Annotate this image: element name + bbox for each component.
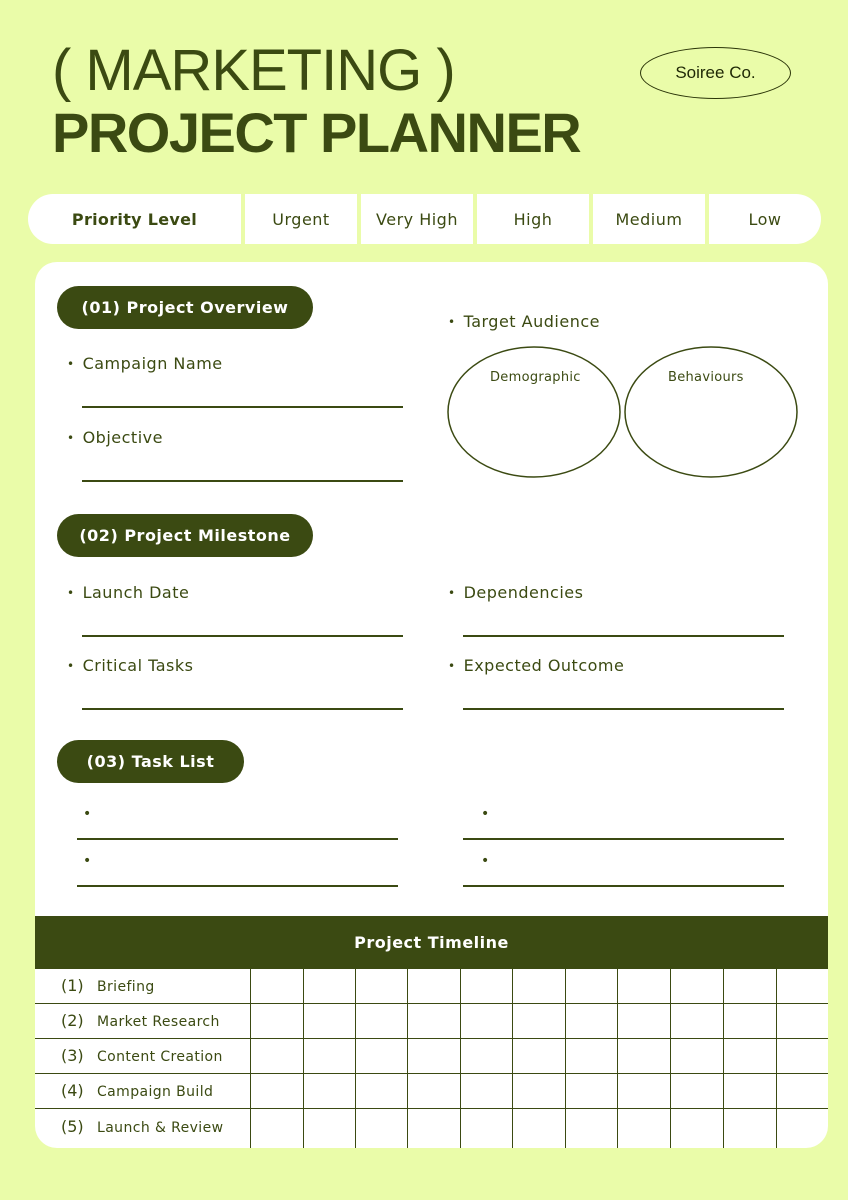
timeline-row-number: (1) [61,976,84,995]
priority-option-low[interactable]: Low [709,194,821,244]
grid-divider [723,969,724,1148]
grid-divider [303,969,304,1148]
section-milestone-heading: (02) Project Milestone [57,514,313,557]
grid-divider [776,969,777,1148]
campaign-name-label: • Campaign Name [67,354,223,373]
critical-tasks-field[interactable] [82,708,403,710]
venn-label-demographic: Demographic [490,370,581,385]
planner-card [35,262,828,1148]
task-bullet: • [481,853,490,869]
brand-badge: Soiree Co. [640,47,791,99]
timeline-table [35,969,828,1148]
objective-label: • Objective [67,428,163,447]
priority-bar [28,194,821,244]
section-tasks-heading: (03) Task List [57,740,244,783]
task-bullet: • [83,806,92,822]
section-overview-heading: (01) Project Overview [57,286,313,329]
timeline-row-number: (2) [61,1011,84,1030]
table-row [35,1109,828,1144]
expected-outcome-label: • Expected Outcome [448,656,624,675]
task-bullet: • [481,806,490,822]
title-line-1: ( MARKETING ) [52,38,455,103]
task-field-2[interactable] [77,885,398,887]
timeline-row-task: Market Research [97,1014,220,1030]
timeline-heading: Project Timeline [35,916,828,969]
grid-divider [250,969,251,1148]
task-field-4[interactable] [463,885,784,887]
task-field-1[interactable] [77,838,398,840]
grid-divider [617,969,618,1148]
table-row [35,1004,828,1039]
dependencies-field[interactable] [463,635,784,637]
timeline-row-task: Launch & Review [97,1120,224,1136]
grid-divider [460,969,461,1148]
grid-divider [407,969,408,1148]
venn-circle-behaviours [625,347,797,477]
timeline-row-task: Campaign Build [97,1084,214,1100]
table-row [35,969,828,1004]
venn-circle-demographic [448,347,620,477]
priority-label: Priority Level [28,194,241,244]
objective-field[interactable] [82,480,403,482]
grid-divider [565,969,566,1148]
critical-tasks-label: • Critical Tasks [67,656,194,675]
launch-date-label: • Launch Date [67,583,189,602]
grid-divider [670,969,671,1148]
table-row [35,1039,828,1074]
priority-option-high[interactable]: High [477,194,589,244]
title-line-2: PROJECT PLANNER [52,101,581,164]
grid-divider [355,969,356,1148]
venn-label-behaviours: Behaviours [668,370,744,385]
table-row [35,1074,828,1109]
priority-option-very-high[interactable]: Very High [361,194,473,244]
timeline-row-task: Briefing [97,979,155,995]
target-audience-label: • Target Audience [448,312,600,331]
timeline-row-number: (5) [61,1117,84,1136]
task-bullet: • [83,853,92,869]
timeline-row-number: (4) [61,1081,84,1100]
page-title [52,40,580,164]
timeline-row-number: (3) [61,1046,84,1065]
audience-venn-diagram [447,346,802,482]
timeline-row-task: Content Creation [97,1049,223,1065]
grid-divider [512,969,513,1148]
campaign-name-field[interactable] [82,406,403,408]
priority-option-medium[interactable]: Medium [593,194,705,244]
dependencies-label: • Dependencies [448,583,583,602]
launch-date-field[interactable] [82,635,403,637]
priority-option-urgent[interactable]: Urgent [245,194,357,244]
expected-outcome-field[interactable] [463,708,784,710]
task-field-3[interactable] [463,838,784,840]
